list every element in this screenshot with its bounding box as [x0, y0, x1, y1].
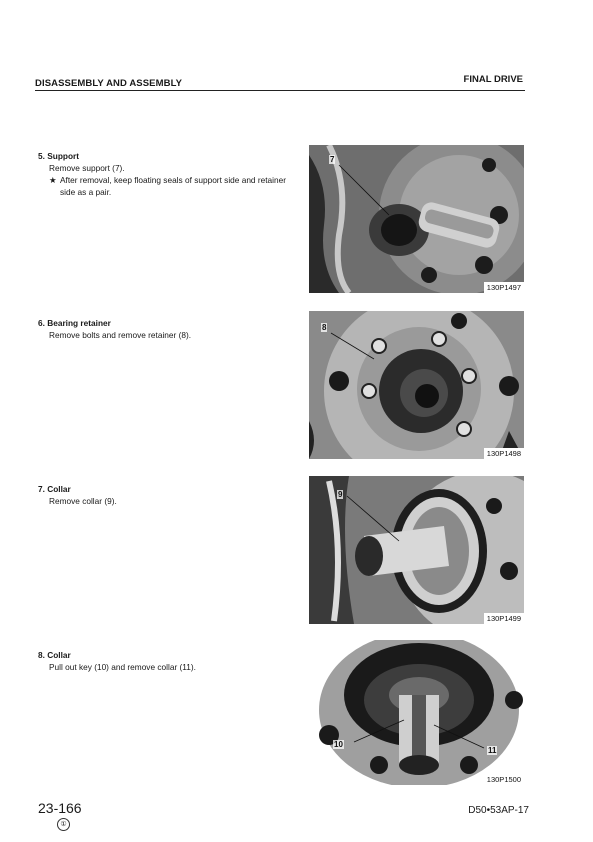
callout-10: 10 [334, 740, 343, 749]
chapter-header: FINAL DRIVE [463, 74, 523, 85]
step-note-text: After removal, keep floating seals of support side and retainer side as a pair. [60, 175, 286, 197]
photo-key-collar-removal [309, 640, 524, 785]
callout-11: 11 [488, 746, 497, 755]
photo-support-removal [309, 145, 524, 293]
step-title: 5. Support [38, 151, 80, 161]
callout-9: 9 [338, 490, 343, 499]
star-icon: ★ [49, 175, 57, 185]
step-7 [38, 483, 288, 507]
step-title: 6. Bearing retainer [38, 318, 111, 328]
step-body: Pull out key (10) and remove collar (11). [49, 662, 196, 672]
model-code: D50•53AP-17 [468, 805, 529, 816]
page-number: 23-166 [38, 800, 82, 816]
photo-caption: 130P1499 [484, 613, 524, 624]
step-8 [38, 649, 288, 673]
photo-caption: 130P1498 [484, 448, 524, 459]
photo-bearing-retainer [309, 311, 524, 459]
step-body: Remove bolts and remove retainer (8). [49, 330, 192, 340]
step-title: 7. Collar [38, 484, 71, 494]
step-title: 8. Collar [38, 650, 71, 660]
header-rule [35, 90, 525, 91]
step-6 [38, 317, 288, 341]
step-note [38, 174, 288, 198]
callout-8: 8 [322, 323, 327, 332]
callout-7: 7 [330, 155, 335, 164]
photo-collar-removal [309, 476, 524, 624]
section-header: DISASSEMBLY AND ASSEMBLY [35, 78, 183, 89]
step-5 [38, 150, 288, 198]
step-body: Remove support (7). [49, 163, 125, 173]
photo-caption: 130P1497 [484, 282, 524, 293]
step-body: Remove collar (9). [49, 496, 117, 506]
revision-mark: ① [57, 818, 70, 831]
photo-caption: 130P1500 [484, 774, 524, 785]
